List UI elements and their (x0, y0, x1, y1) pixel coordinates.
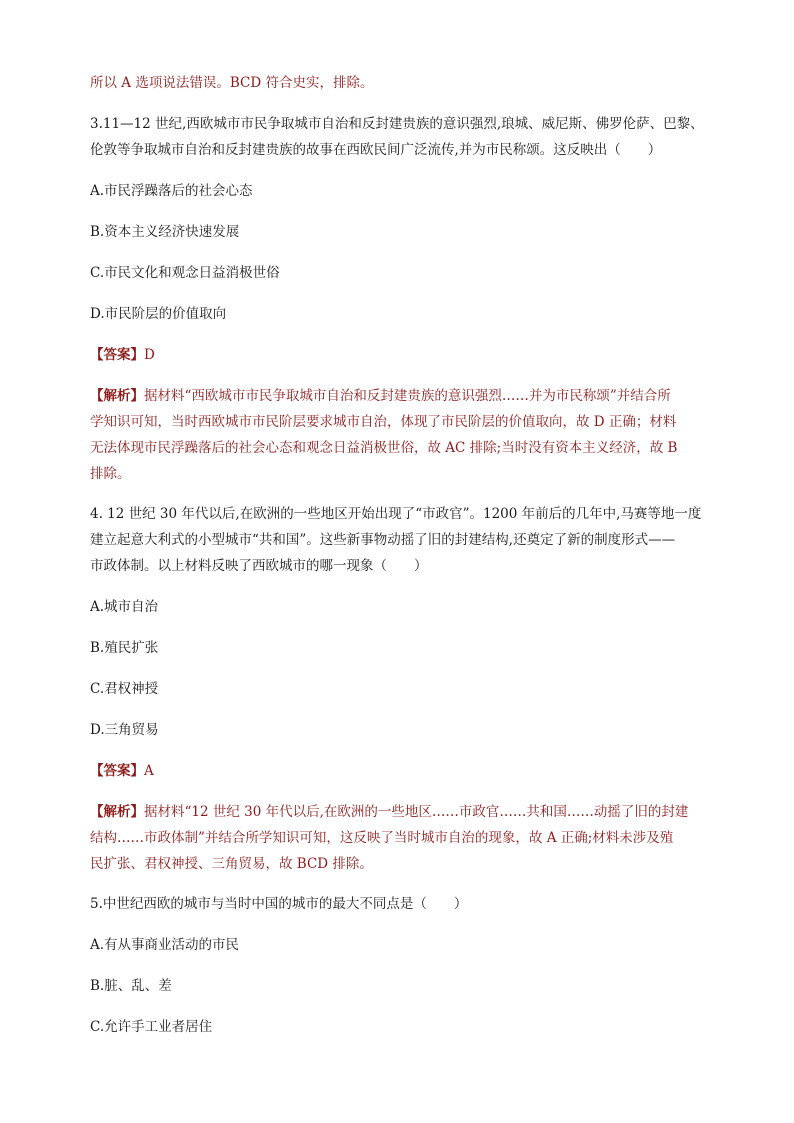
analysis-label: 【解析】 (90, 804, 144, 820)
question-stem-line: 建立起意大利式的小型城市“共和国”。这些新事物动摇了旧的封建结构,还奠定了新的制度形式—— (90, 532, 676, 548)
option-c: C.允许手工业者居住 (90, 1019, 213, 1035)
answer-value: D (144, 347, 155, 363)
analysis-line: 排除。 (90, 466, 131, 482)
analysis-line: 【解析】据材料“12 世纪 30 年代以后,在欧洲的一些地区……市政官……共和国……动摇了旧的封建 (90, 804, 689, 820)
option-d: D.市民阶层的价值取向 (90, 306, 227, 322)
question-stem-line: 3.11—12 世纪,西欧城市市民争取城市自治和反封建贵族的意识强烈,琅城、威尼斯、佛罗伦萨、巴黎、 (90, 116, 704, 132)
option-a: A.城市自治 (90, 599, 159, 615)
analysis-block (90, 383, 706, 487)
question-4 (90, 501, 706, 877)
answer-label: 【答案】 (90, 763, 144, 779)
question-stem-line: 市政体制。以上材料反映了西欧城市的哪一现象（ ） (90, 558, 428, 574)
question-3 (90, 111, 706, 487)
analysis-line: 无法体现市民浮躁落后的社会心态和观念日益消极世俗，故 AC 排除;当时没有资本主义经济，故 B (90, 440, 678, 456)
option-a: A.有从事商业活动的市民 (90, 937, 240, 953)
analysis-line: 【解析】据材料“西欧城市市民争取城市自治和反封建贵族的意识强烈……并为市民称颂”并结合所 (90, 388, 671, 404)
option-b: B.殖民扩张 (90, 640, 159, 656)
document-page (90, 70, 706, 1040)
answer-label: 【答案】 (90, 347, 144, 363)
answer-line (90, 342, 706, 368)
option-b: B.资本主义经济快速发展 (90, 224, 240, 240)
question-stem-line: 4. 12 世纪 30 年代以后,在欧洲的一些地区开始出现了“市政官”。1200 年前后的几年中,马赛等地一度 (90, 506, 702, 522)
analysis-line: 结构……市政体制”并结合所学知识可知，这反映了当时城市自治的现象，故 A 正确;材料未涉及殖 (90, 830, 674, 846)
analysis-line: 民扩张、君权神授、三角贸易，故 BCD 排除。 (90, 856, 373, 872)
question-stem-line: 5.中世纪西欧的城市与当时中国的城市的最大不同点是（ ） (90, 896, 468, 912)
question-5 (90, 891, 706, 1040)
option-c: C.市民文化和观念日益消极世俗 (90, 265, 280, 281)
analysis-line: 学知识可知，当时西欧城市市民阶层要求城市自治，体现了市民阶层的价值取向，故 D 正确；材料 (90, 414, 677, 430)
analysis-label: 【解析】 (90, 388, 144, 404)
analysis-block (90, 799, 706, 877)
option-b: B.脏、乱、差 (90, 978, 172, 994)
option-a: A.市民浮躁落后的社会心态 (90, 183, 253, 199)
question-stem-line: 伦敦等争取城市自治和反封建贵族的故事在西欧民间广泛流传,并为市民称颂。这反映出（ ） (90, 142, 662, 158)
option-d: D.三角贸易 (90, 722, 159, 738)
answer-value: A (144, 763, 154, 779)
answer-line (90, 758, 706, 784)
option-c: C.君权神授 (90, 681, 159, 697)
intro-text: 所以 A 选项说法错误。BCD 符合史实，排除。 (90, 75, 374, 91)
